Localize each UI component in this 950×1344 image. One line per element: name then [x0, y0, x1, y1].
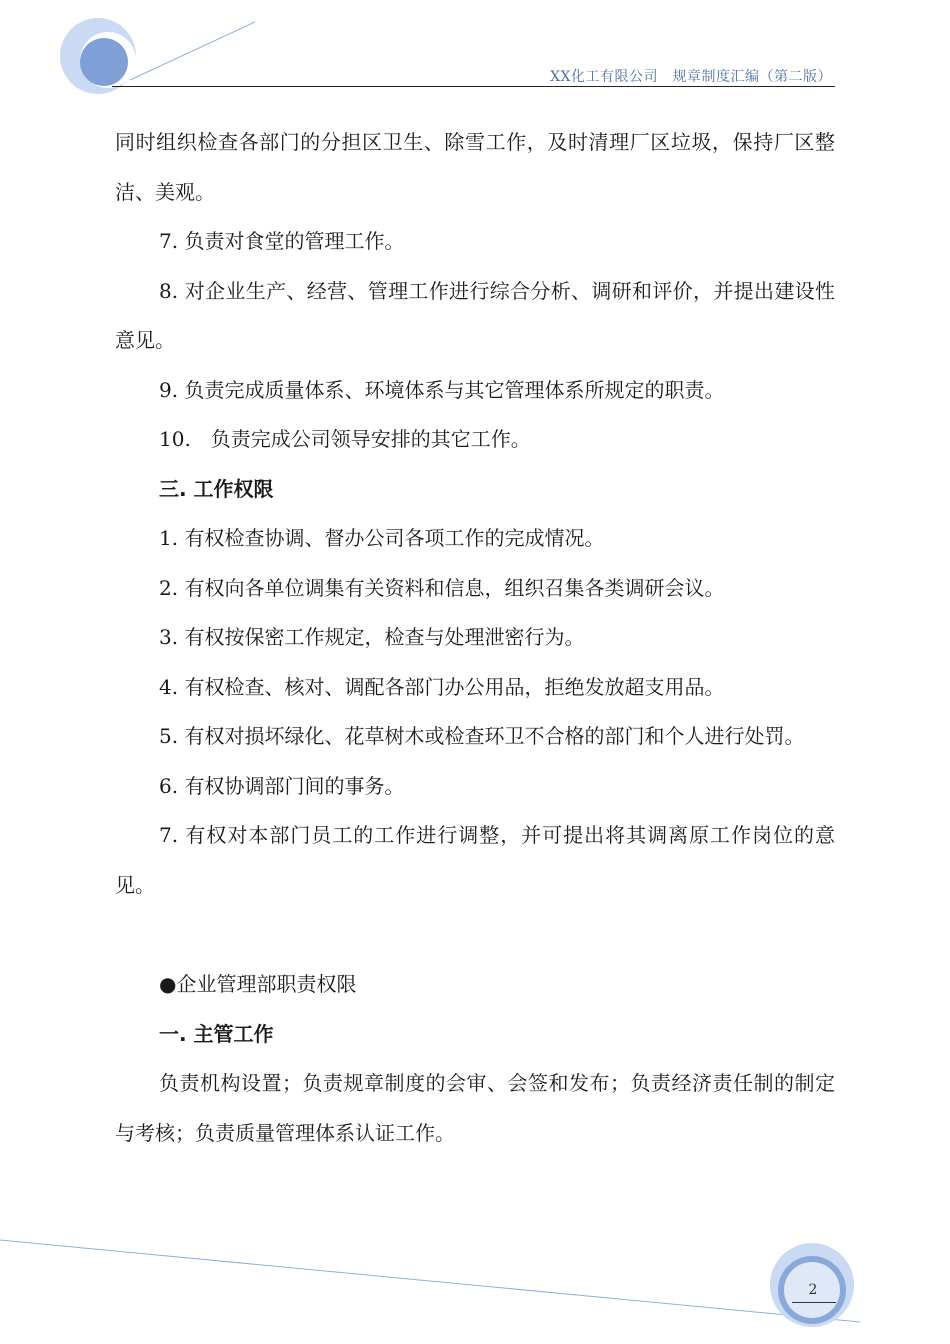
list-item: 2. 有权向各单位调集有关资料和信息，组织召集各类调研会议。 [159, 575, 725, 600]
header-company: XX化工有限公司 [550, 69, 658, 85]
list-item: 5. 有权对损坏绿化、花草树木或检查环卫不合格的部门和个人进行处罚。 [159, 724, 805, 748]
page-number-underline [792, 1302, 836, 1303]
bullet-icon: ● [159, 972, 177, 996]
list-item: 9. 负责完成质量体系、环境体系与其它管理体系所规定的职责。 [159, 377, 725, 402]
header-title [550, 66, 832, 86]
header-circles-logo [60, 18, 136, 94]
header-doc-title: 规章制度汇编（第二版） [672, 69, 832, 85]
list-item: 4. 有权检查、核对、调配各部门办公用品，拒绝发放超支用品。 [159, 674, 725, 699]
spacer [115, 910, 835, 960]
list-item: 1. 有权检查协调、督办公司各项工作的完成情况。 [159, 526, 605, 550]
paragraph: 同时组织检查各部门的分担区卫生、除雪工作，及时清理厂区垃圾，保持厂区整洁、美观。 [115, 130, 835, 204]
department-title: 企业管理部职责权限 [176, 972, 357, 996]
page-number: 2 [808, 1282, 818, 1298]
footer-diagonal-line [0, 1240, 860, 1322]
header-diagonal-line [130, 22, 255, 80]
list-item: 7. 有权对本部门员工的工作进行调整，并可提出将其调离原工作岗位的意见。 [115, 823, 835, 897]
header-rule [112, 86, 835, 87]
list-item: 8. 对企业生产、经营、管理工作进行综合分析、调研和评价，并提出建设性意见。 [115, 278, 835, 352]
department-heading [115, 960, 835, 1010]
document-body [115, 118, 835, 1158]
list-item: 3. 有权按保密工作规定，检查与处理泄密行为。 [159, 625, 585, 649]
list-item: 10. 负责完成公司领导安排的其它工作。 [159, 427, 531, 451]
list-item: 7. 负责对食堂的管理工作。 [159, 229, 405, 253]
list-item: 6. 有权协调部门间的事务。 [159, 773, 405, 798]
paragraph: 负责机构设置；负责规章制度的会审、会签和发布；负责经济责任制的制定与考核；负责质量管理体系认证工作。 [115, 1071, 835, 1145]
section-heading-permissions: 三. 工作权限 [159, 476, 274, 501]
section-heading-main-work: 一. 主管工作 [159, 1021, 274, 1046]
